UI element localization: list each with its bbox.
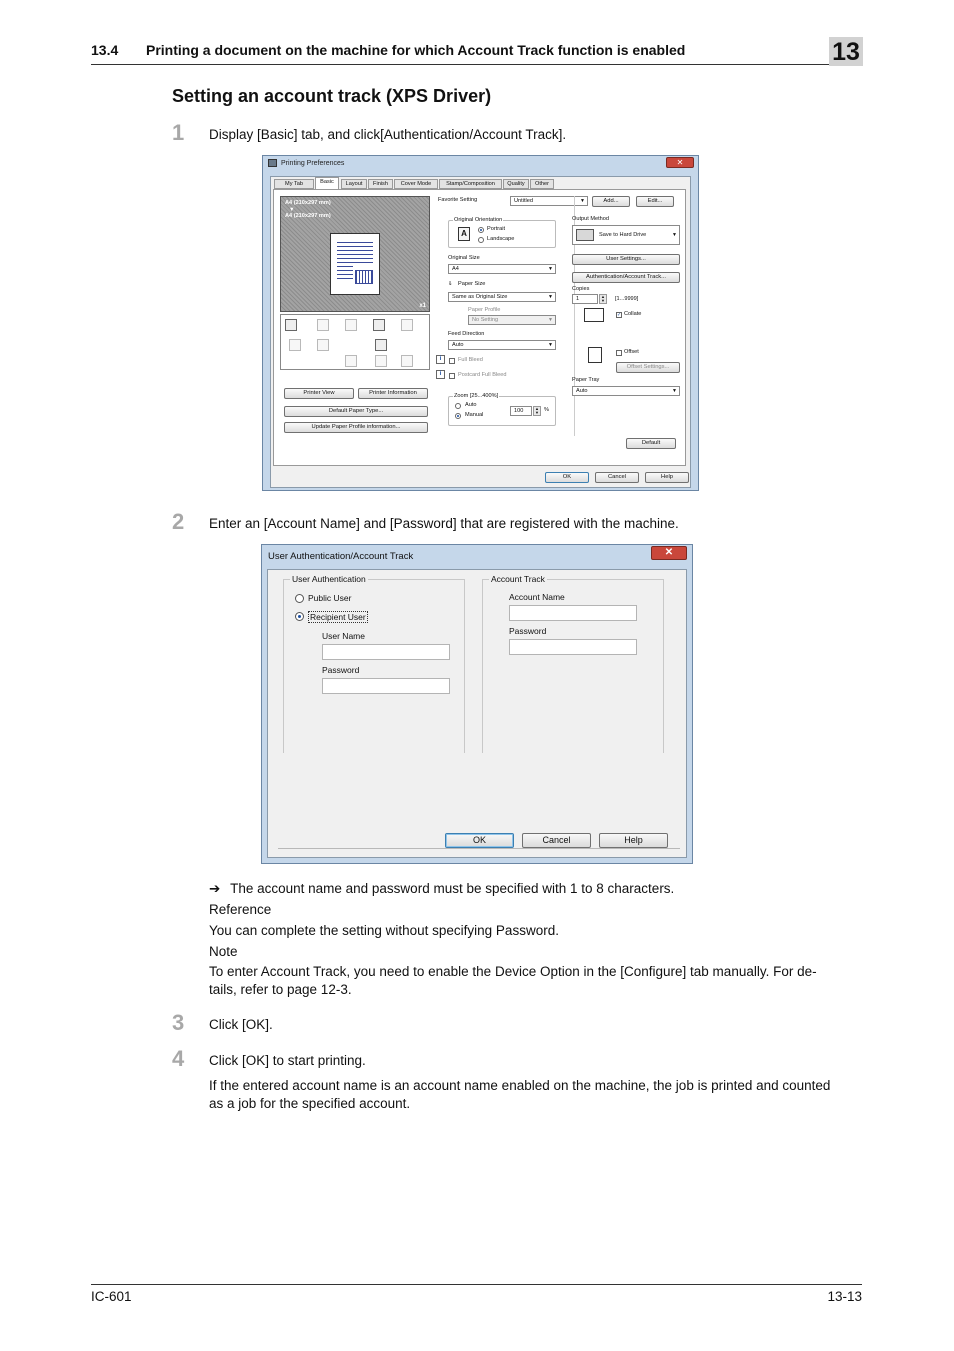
recipient-user-radio[interactable] [295, 612, 304, 621]
tab-finish[interactable]: Finish [368, 179, 393, 189]
favorite-setting-label: Favorite Setting [438, 197, 478, 203]
step-text-3: Click [OK]. [209, 1017, 273, 1032]
step-text-4: Click [OK] to start printing. [209, 1053, 366, 1068]
paper-profile-label: Paper Profile [468, 307, 501, 313]
dialog-body [270, 176, 691, 488]
paper-size-label: Paper Size [458, 281, 486, 287]
zoom-auto-label: Auto [465, 402, 477, 408]
favorite-setting-value: Untitled [514, 198, 533, 204]
user-name-label: User Name [322, 631, 365, 641]
original-size-value: A4 [452, 266, 459, 272]
arrow-icon: ➔ [209, 881, 221, 896]
user-name-input[interactable] [322, 644, 450, 660]
section-heading: Setting an account track (XPS Driver) [172, 86, 492, 106]
password-input[interactable] [322, 678, 450, 694]
help-button[interactable]: Help [645, 472, 689, 483]
feed-direction-value: Auto [452, 342, 464, 348]
recipient-user-label: Recipient User [310, 612, 366, 622]
preview-original-size: A4 (210x297 mm) [285, 200, 331, 206]
portrait-label: Portrait [487, 226, 506, 232]
printer-icon [268, 159, 277, 167]
landscape-label: Landscape [487, 236, 515, 242]
copy-icon[interactable] [373, 319, 385, 331]
output-method-select[interactable] [572, 225, 680, 245]
collate-icon [584, 308, 604, 322]
tab-basic[interactable]: Basic [315, 177, 339, 189]
preview-arrow: ▼ [289, 207, 295, 213]
info-icon: i [436, 370, 445, 379]
copies-range: [1...9999] [615, 296, 639, 302]
output-method-label: Output Method [572, 216, 610, 222]
zoom-label: Zoom [25...400%] [454, 393, 499, 399]
feed-direction-label: Feed Direction [448, 331, 485, 337]
footer-page-number: 13-13 [827, 1289, 862, 1304]
chevron-down-icon: ▼ [672, 232, 677, 238]
printer-information-button[interactable]: Printer Information [358, 388, 428, 399]
note-text-line-2: tails, refer to page 12-3. [209, 982, 352, 997]
user-settings-button[interactable]: User Settings... [572, 254, 680, 265]
paper-size-select[interactable] [448, 292, 556, 302]
paper-size-value: Same as Original Size [452, 294, 508, 300]
user-authentication-dialog [261, 544, 693, 864]
note-arrow-line [209, 880, 674, 898]
step-number-4: 4 [172, 1046, 185, 1071]
copies-input[interactable]: 1 [572, 294, 598, 304]
help-button[interactable]: Help [599, 833, 668, 848]
copies-spinner[interactable]: ▲ ▼ [599, 294, 607, 304]
close-button[interactable]: ✕ [651, 546, 687, 560]
offset-settings-button[interactable]: Offset Settings... [616, 362, 680, 373]
booklet-icon[interactable] [375, 355, 387, 367]
postcard-full-bleed-label: Postcard Full Bleed [458, 372, 507, 378]
ok-button[interactable]: OK [445, 833, 514, 848]
arrow-text: The account name and password must be specified with 1 to 8 characters. [230, 881, 675, 896]
chevron-down-icon: ▼ [548, 317, 553, 323]
paper-profile-select[interactable] [468, 315, 556, 325]
tab-layout[interactable]: Layout [341, 179, 367, 189]
dialog-title: Printing Preferences [281, 160, 345, 167]
punch-icon[interactable] [289, 339, 301, 351]
orientation-label: Original Orientation [454, 217, 503, 223]
step-number-2: 2 [172, 509, 185, 534]
preview-page [330, 233, 380, 295]
default-paper-type-button[interactable]: Default Paper Type... [284, 406, 428, 417]
reference-text: You can complete the setting without specifying Password. [209, 923, 559, 938]
basic-tab-panel [273, 189, 686, 466]
zoom-auto-radio[interactable] [455, 403, 461, 409]
output-method-value: Save to Hard Drive [599, 232, 647, 238]
chevron-down-icon: ▼ [548, 294, 553, 300]
step-text-1: Display [Basic] tab, and click[Authentication/Account Track]. [209, 127, 567, 142]
zoom-input[interactable]: 100 [510, 406, 532, 416]
dialog-body [267, 569, 687, 858]
public-user-label: Public User [308, 593, 352, 603]
account-name-label: Account Name [509, 592, 565, 602]
full-bleed-label: Full Bleed [458, 357, 483, 363]
step4-detail-line-2: as a job for the specified account. [209, 1096, 411, 1111]
user-authentication-group-title: User Authentication [292, 574, 366, 584]
update-paper-profile-button[interactable]: Update Paper Profile information... [284, 422, 428, 433]
combine-icon[interactable] [345, 319, 357, 331]
info-icon: i [436, 355, 445, 364]
preview-paper-size: A4 (210x297 mm) [285, 213, 331, 219]
header-rule [91, 64, 862, 65]
original-size-label: Original Size [448, 255, 480, 261]
tab-my-tab[interactable]: My Tab [274, 179, 314, 189]
page-icon[interactable] [375, 339, 387, 351]
postcard-full-bleed-checkbox[interactable] [449, 373, 455, 379]
paper-tray-value: Auto [576, 388, 588, 394]
chapter-number: 13 [829, 37, 863, 66]
page-preview [280, 196, 430, 312]
add-favorite-button[interactable]: Add... [592, 196, 630, 207]
favorite-setting-select[interactable] [510, 196, 588, 206]
printer-view-button[interactable]: Printer View [284, 388, 354, 399]
staple-icon[interactable] [401, 319, 413, 331]
step-number-1: 1 [172, 120, 185, 145]
cancel-button[interactable]: Cancel [595, 472, 639, 483]
portrait-radio[interactable] [478, 227, 484, 233]
step-number-3: 3 [172, 1010, 185, 1035]
edit-favorite-button[interactable]: Edit... [636, 196, 674, 207]
cancel-button[interactable]: Cancel [522, 833, 591, 848]
note-label: Note [209, 944, 238, 959]
feed-direction-select[interactable] [448, 340, 556, 350]
full-bleed-checkbox[interactable] [449, 358, 455, 364]
dialog-titlebar [263, 156, 698, 171]
public-user-radio[interactable] [295, 594, 304, 603]
collate-label: Collate [624, 311, 642, 317]
button-row-separator [278, 848, 680, 849]
header-title: Printing a document on the machine for which Account Track function is enabled [146, 42, 686, 58]
paper-size-arrow-icon: ⇓ [448, 281, 453, 287]
fold-icon[interactable] [317, 339, 329, 351]
offset-icon [588, 347, 602, 363]
tab-quality[interactable]: Quality [503, 179, 529, 189]
zoom-manual-label: Manual [465, 412, 484, 418]
account-password-input[interactable] [509, 639, 637, 655]
duplex-icon[interactable] [317, 319, 329, 331]
footer-rule [91, 1284, 862, 1285]
original-size-select[interactable] [448, 264, 556, 274]
offset-label: Offset [624, 349, 639, 355]
ok-button[interactable]: OK [545, 472, 589, 483]
authentication-account-track-button[interactable]: Authentication/Account Track... [572, 272, 680, 283]
user-authentication-group [283, 574, 465, 753]
header-section-number: 13.4 [91, 42, 119, 58]
document-icon[interactable] [401, 355, 413, 367]
default-button[interactable]: Default [626, 438, 676, 449]
offset-checkbox[interactable] [616, 350, 622, 356]
paper-tray-label: Paper Tray [572, 377, 600, 383]
preview-scale: x1 [419, 303, 426, 309]
account-track-group-title: Account Track [491, 574, 545, 584]
paper-tray-select[interactable] [572, 386, 680, 396]
chevron-down-icon: ▼ [672, 388, 677, 394]
step4-detail-line-1: If the entered account name is an account name enabled on the machine, the job is printed and counted [209, 1078, 831, 1093]
note-text-line-1: To enter Account Track, you need to enable the Device Option in the [Configure] tab manually. For de- [209, 964, 817, 979]
tab-other[interactable]: Other [530, 179, 554, 189]
function-icon-panel [280, 314, 430, 370]
reference-label: Reference [209, 902, 272, 917]
zoom-unit: % [544, 407, 549, 413]
zoom-manual-radio[interactable] [455, 413, 461, 419]
hard-drive-icon [576, 229, 594, 241]
password-label: Password [322, 665, 360, 675]
dialog-title: User Authentication/Account Track [268, 551, 414, 562]
account-password-label: Password [509, 626, 547, 636]
collate-checkbox[interactable]: ✓ [617, 312, 622, 318]
footer-model: IC-601 [91, 1289, 132, 1304]
zoom-spinner[interactable]: ▲ ▼ [533, 406, 541, 416]
orientation-icon: A [458, 227, 470, 241]
account-name-input[interactable] [509, 605, 637, 621]
tab-cover-mode[interactable]: Cover Mode [394, 179, 438, 189]
landscape-radio[interactable] [478, 237, 484, 243]
copies-label: Copies [572, 286, 590, 292]
paper-profile-value: No Setting [472, 317, 499, 323]
chevron-down-icon: ▼ [548, 266, 553, 272]
printing-preferences-dialog [262, 155, 699, 491]
user-icon[interactable] [345, 355, 357, 367]
print-icon[interactable] [285, 319, 297, 331]
close-button[interactable]: ✕ [666, 157, 694, 168]
tab-stamp-composition[interactable]: Stamp/Composition [439, 179, 502, 189]
step-text-2: Enter an [Account Name] and [Password] that are registered with the machine. [209, 516, 679, 531]
chevron-down-icon: ▼ [548, 342, 553, 348]
chevron-down-icon: ▼ [580, 198, 585, 204]
